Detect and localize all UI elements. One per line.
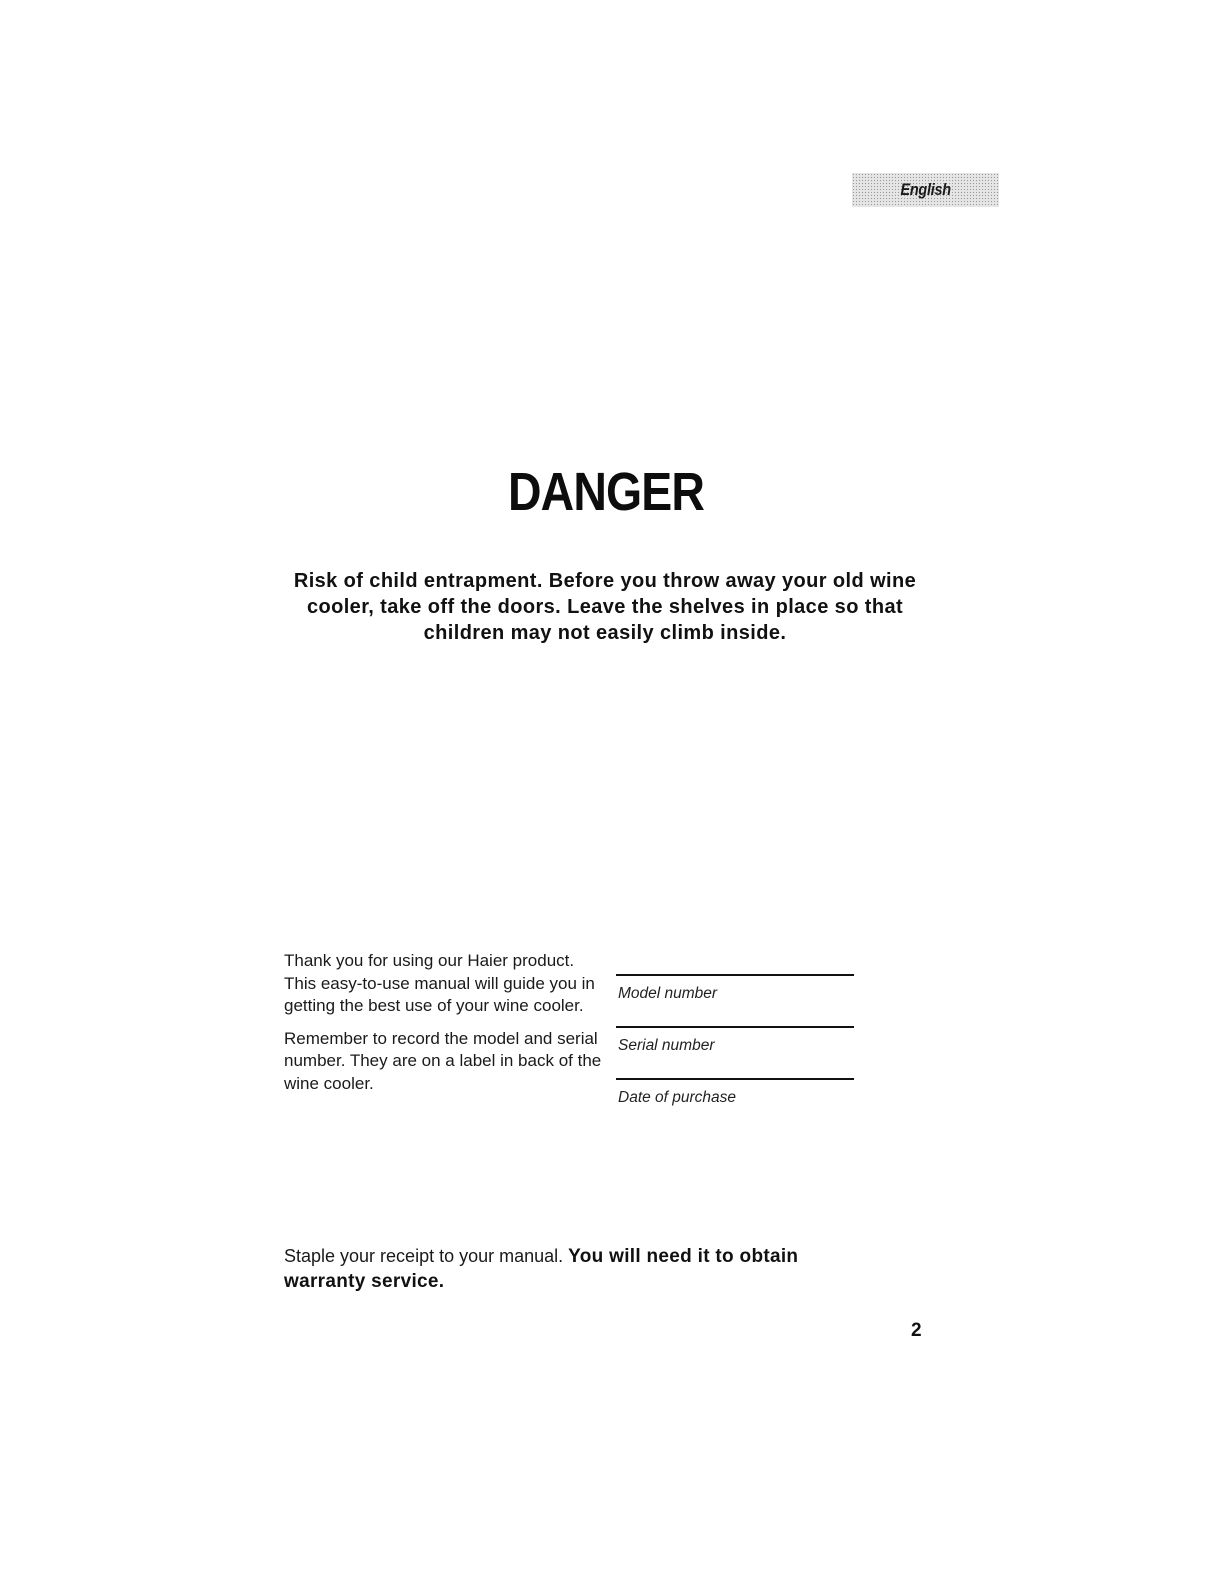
danger-heading-text: DANGER (507, 462, 705, 522)
language-tab-label: English (900, 180, 951, 199)
intro-text (284, 950, 604, 1105)
model-number-label: Model number (618, 985, 718, 1002)
danger-heading (0, 462, 1212, 522)
child-entrapment-warning: Risk of child entrapment. Before you throw away your old wine cooler, take off the doors. Leave the shelves in place so that children may not easily climb inside. (293, 570, 917, 644)
model-number-field (616, 974, 854, 1026)
product-record-fields (616, 974, 854, 1130)
date-of-purchase-label: Date of purchase (618, 1089, 737, 1106)
record-reminder-paragraph: Remember to record the model and serial number. They are on a label in back of the wine cooler. (284, 1028, 602, 1093)
receipt-note (284, 1244, 884, 1294)
receipt-note-emphasis: You will need it to obtain warranty service. (284, 1246, 799, 1292)
serial-number-field (616, 1026, 854, 1078)
date-of-purchase-field (616, 1078, 854, 1130)
thank-you-paragraph: Thank you for using our Haier product. This easy-to-use manual will guide you in getting the best use of your wine cooler. (284, 951, 595, 1015)
language-tab (852, 173, 999, 207)
serial-number-label: Serial number (618, 1037, 715, 1054)
receipt-note-text: Staple your receipt to your manual. (284, 1246, 564, 1266)
page-number: 2 (911, 1320, 922, 1341)
